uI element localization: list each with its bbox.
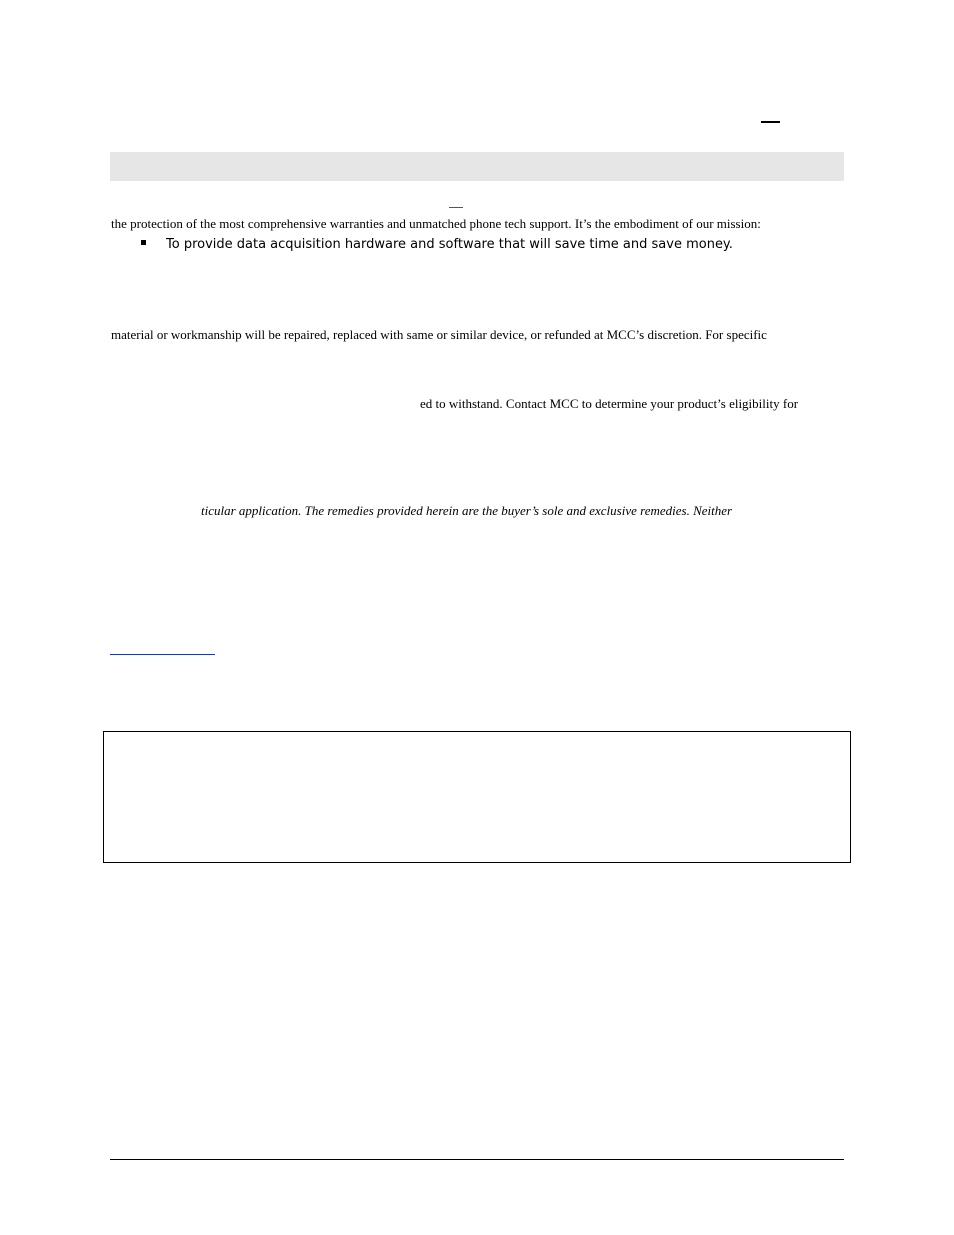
square-bullet-icon <box>141 240 146 245</box>
paragraph-line-warranty: the protection of the most comprehensive warranties and unmatched phone tech support. It’s the embodiment of our mission: <box>111 216 761 231</box>
paragraph-line-eligibility: ed to withstand. Contact MCC to determine your product’s eligibility for <box>420 396 799 411</box>
footer-rule <box>110 1159 844 1160</box>
separator-dash <box>449 207 463 208</box>
paragraph-line-remedies: ticular application. The remedies provided herein are the buyer’s sole and exclusive remedies. Neither <box>201 503 733 518</box>
notice-box <box>103 731 851 863</box>
paragraph-line-material: material or workmanship will be repaired, replaced with same or similar device, or refunded at MCC’s discretion. For specific <box>111 327 767 342</box>
header-dash <box>761 121 780 123</box>
hyperlink-underline[interactable] <box>110 654 215 655</box>
section-heading-band <box>110 152 844 181</box>
mission-bullet-item <box>141 237 733 253</box>
mission-bullet-text: To provide data acquisition hardware and software that will save time and save money. <box>166 237 733 252</box>
